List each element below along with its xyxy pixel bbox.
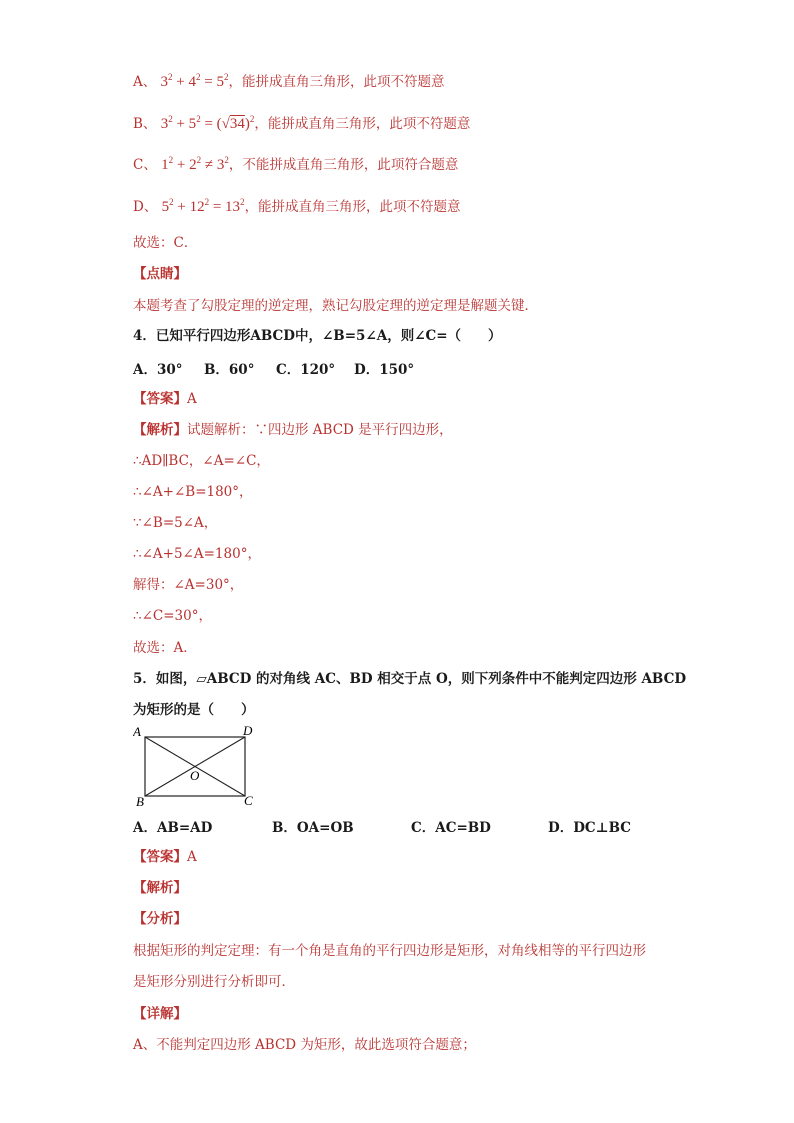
q4-answer-line <box>133 389 197 409</box>
option-c-line <box>133 155 458 175</box>
option-a-formula: $3^2 + 4^2 = 5^2$ <box>160 72 229 90</box>
option-d-line <box>133 197 461 217</box>
q4-option-b: B．60° <box>204 362 255 378</box>
q5-option-b: B．OA=OB <box>272 820 354 836</box>
q5-fenxi-line2: 是矩形分别进行分析即可． <box>133 974 295 990</box>
q4-step-5: 解得：∠A=30°， <box>133 577 244 593</box>
dianjing-label: 【点睛】 <box>133 266 187 282</box>
dianjing-text: 本题考查了勾股定理的逆定理，熟记勾股定理的逆定理是解题关键． <box>133 298 538 314</box>
q4-option-c: C．120° <box>276 362 336 378</box>
option-a-prefix: A、 <box>133 74 157 90</box>
q5-jiexi-label: 【解析】 <box>133 880 187 896</box>
option-b-line <box>133 114 470 134</box>
rectangle-figure <box>133 724 263 810</box>
q4-option-a: A．30° <box>133 362 183 378</box>
q4-step-3: ∵∠B=5∠A， <box>133 515 218 531</box>
q5-stem-line1: 5．如图，▱ABCD 的对角线 AC、BD 相交于点 O，则下列条件中不能判定四边形 ABCD <box>133 671 687 687</box>
q5-answer-label: 【答案】 <box>133 849 187 865</box>
option-a-note: ，能拼成直角三角形，此项不符题意 <box>228 74 445 90</box>
option-a-line <box>133 72 444 92</box>
option-c-prefix: C、 <box>133 157 157 173</box>
q4-answer-label: 【答案】 <box>133 391 187 407</box>
option-d-formula: $5^2 + 12^2 = 13^2$ <box>161 197 245 215</box>
q5-option-a: A．AB=AD <box>133 820 213 836</box>
q4-step-2: ∴∠A+∠B=180°， <box>133 484 253 500</box>
label-b: B <box>136 794 144 809</box>
selection-3: 故选：C． <box>133 235 198 251</box>
option-b-formula: $3^2 + 5^2 = (√34)^2$ <box>160 114 255 132</box>
q5-option-d: D．DC⊥BC <box>548 820 632 836</box>
option-d-prefix: D、 <box>133 199 158 215</box>
label-a: A <box>133 724 141 739</box>
option-c-formula: $1^2 + 2^2 \ne 3^2$ <box>161 155 229 173</box>
q4-jiexi-text: 试题解析：∵四边形 ABCD 是平行四边形， <box>187 422 453 438</box>
q4-jiexi-line <box>133 420 453 440</box>
option-d-note: ，能拼成直角三角形，此项不符题意 <box>244 199 461 215</box>
label-c: C <box>244 793 253 808</box>
q4-stem: 4．已知平行四边形ABCD中，∠B=5∠A，则∠C=（ ） <box>133 328 502 344</box>
label-o: O <box>190 768 200 783</box>
q4-step-4: ∴∠A+5∠A=180°， <box>133 546 261 562</box>
option-b-note: ，能拼成直角三角形，此项不符题意 <box>254 116 471 132</box>
label-d: D <box>243 724 253 738</box>
q5-xiangjie-a: A、不能判定四边形 ABCD 为矩形，故此选项符合题意； <box>133 1037 476 1053</box>
q5-option-c: C．AC=BD <box>411 820 491 836</box>
q4-jiexi-label: 【解析】 <box>133 422 187 438</box>
q5-fenxi-line1: 根据矩形的判定定理：有一个角是直角的平行四边形是矩形，对角线相等的平行四边形 <box>133 943 646 959</box>
q4-answer-value: A <box>187 391 197 407</box>
q4-step-7: 故选：A． <box>133 640 197 656</box>
q5-stem-line2: 为矩形的是（ ） <box>133 702 255 718</box>
option-c-note: ，不能拼成直角三角形，此项符合题意 <box>228 157 459 173</box>
q5-answer-value: A <box>187 849 197 865</box>
q4-option-d: D．150° <box>354 362 415 378</box>
q5-answer-line <box>133 847 197 867</box>
q5-xiangjie-label: 【详解】 <box>133 1006 187 1022</box>
q4-step-1: ∴AD∥BC，∠A=∠C， <box>133 453 270 469</box>
q4-step-6: ∴∠C=30°， <box>133 608 212 624</box>
q5-fenxi-label: 【分析】 <box>133 911 187 927</box>
option-b-prefix: B、 <box>133 116 157 132</box>
